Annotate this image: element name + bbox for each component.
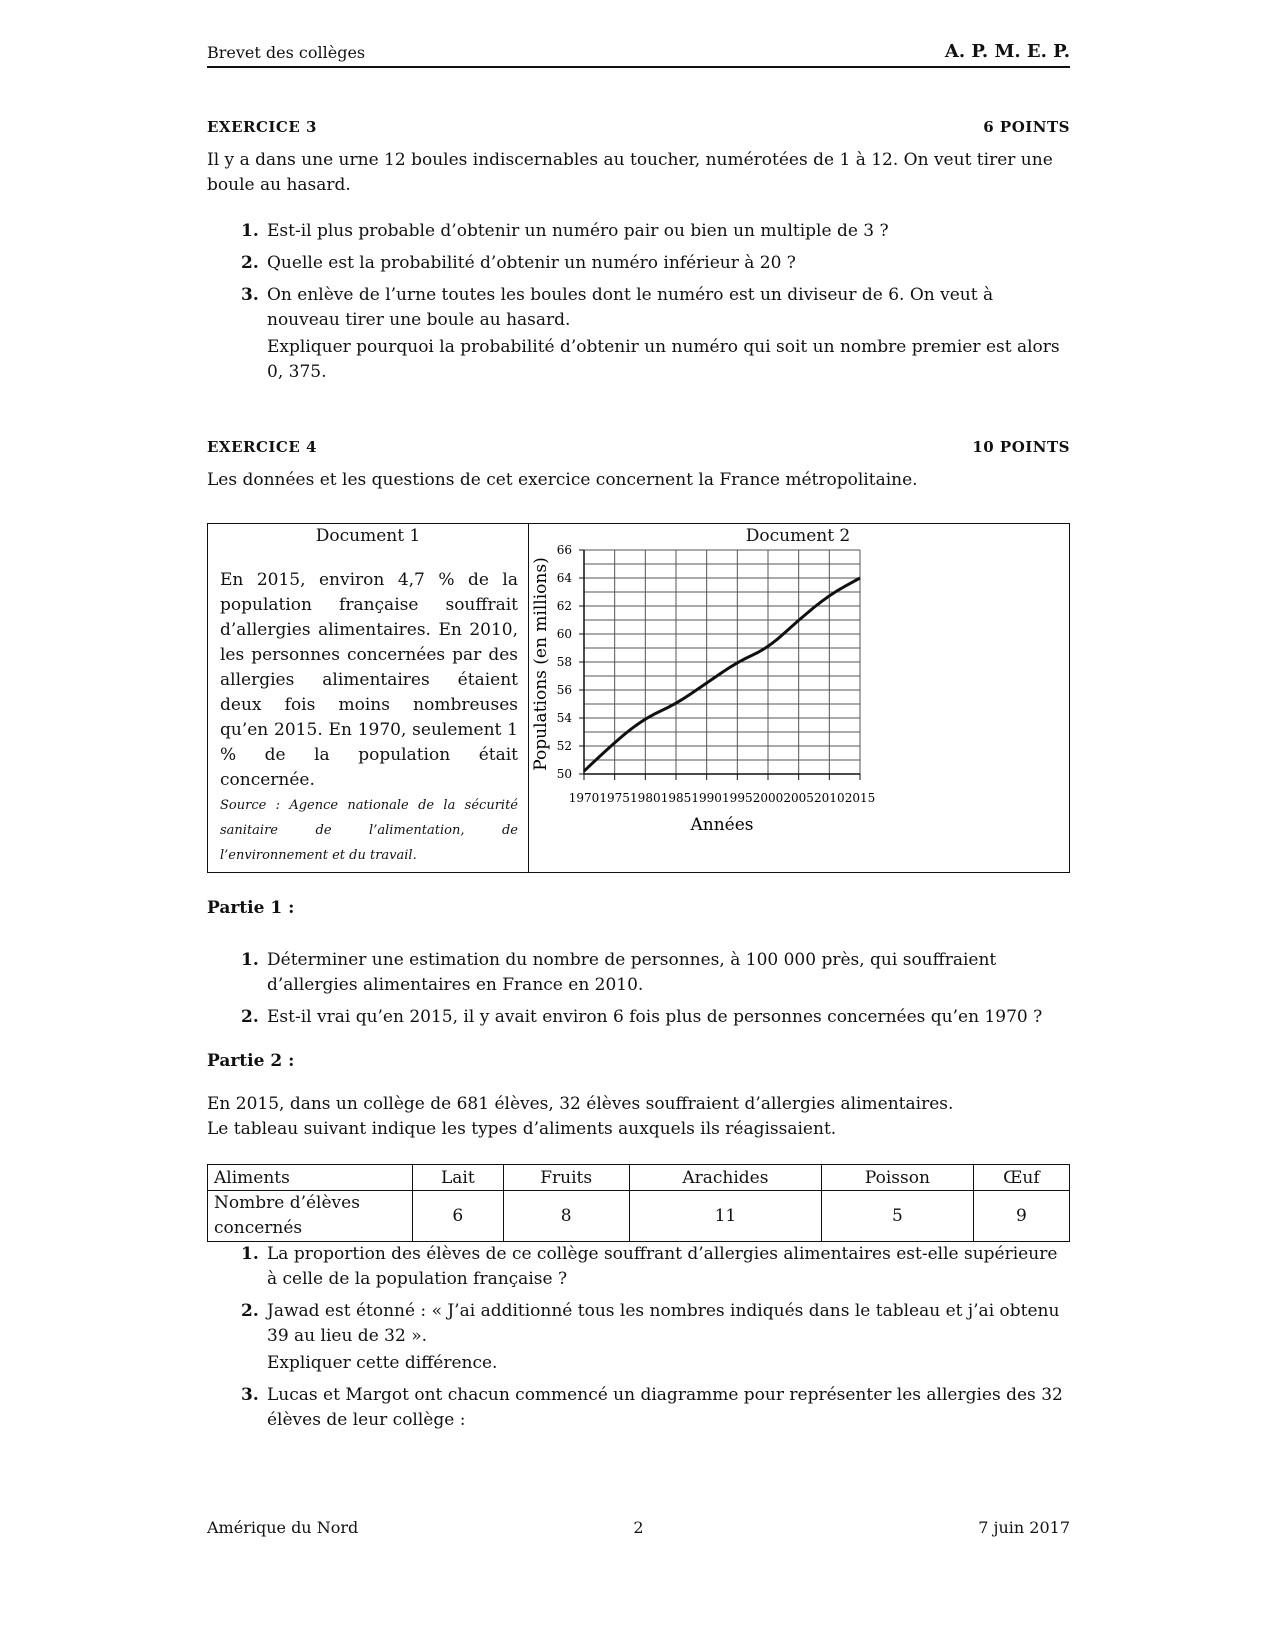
exercise-3-points: 6 POINTS — [983, 118, 1070, 136]
question-text: On enlève de l’urne toutes les boules dont le numéro est un diviseur de 6. On veut à nouveau tirer une boule au hasard. — [267, 285, 994, 330]
y-tick-label: 50 — [556, 767, 572, 781]
document-1-body — [220, 568, 518, 868]
question-item — [207, 1005, 1070, 1030]
footer-right: 7 juin 2017 — [978, 1518, 1070, 1537]
partie-1-title: Partie 1 : — [207, 898, 295, 918]
y-tick-label: 62 — [556, 599, 572, 613]
question-number: 3. — [241, 285, 259, 305]
document-1-source: Source : Agence nationale de la sécurité sanitaire de l’alimentation, de l’environnement et du travail. — [220, 798, 518, 863]
question-number: 1. — [241, 1244, 259, 1264]
table-row-label: Nombre d’élèves concernés — [208, 1191, 413, 1242]
page-header — [207, 40, 1070, 68]
table-header-cell: Œuf — [973, 1165, 1069, 1191]
footer-page-number: 2 — [633, 1518, 644, 1537]
chart-x-ticks — [569, 774, 876, 805]
table-row — [208, 1191, 1070, 1242]
allergy-table — [207, 1164, 1070, 1242]
y-tick-label: 52 — [556, 739, 572, 753]
x-tick-label: 1985 — [660, 791, 692, 805]
footer-left: Amérique du Nord — [207, 1518, 359, 1537]
exercise-4-intro: Les données et les questions de cet exercice concernent la France métropolitaine. — [207, 470, 918, 490]
table-cell: 11 — [629, 1191, 821, 1242]
question-number: 3. — [241, 1385, 259, 1405]
x-tick-label: 1990 — [691, 791, 722, 805]
question-text: Est-il plus probable d’obtenir un numéro pair ou bien un multiple de 3 ? — [267, 221, 889, 241]
question-number: 2. — [241, 253, 259, 273]
table-header-cell: Aliments — [208, 1165, 413, 1191]
partie-2-questions — [207, 1242, 1070, 1440]
partie-2-intro-2: Le tableau suivant indique les types d’aliments auxquels ils réagissaient. — [207, 1119, 837, 1139]
y-tick-label: 60 — [556, 627, 572, 641]
exercise-4-points: 10 POINTS — [972, 438, 1070, 456]
question-text: Quelle est la probabilité d’obtenir un numéro inférieur à 20 ? — [267, 253, 796, 273]
chart-y-label: Populations (en millions) — [531, 557, 551, 771]
question-extra: Expliquer pourquoi la probabilité d’obtenir un numéro qui soit un nombre premier est alors 0, 375. — [267, 337, 1060, 382]
question-text: Déterminer une estimation du nombre de personnes, à 100 000 près, qui souffraient d’allergies alimentaires en France en 2010. — [267, 950, 997, 995]
x-tick-label: 1995 — [722, 791, 753, 805]
question-number: 2. — [241, 1301, 259, 1321]
question-number: 1. — [241, 950, 259, 970]
x-tick-label: 2015 — [844, 791, 876, 805]
question-text: La proportion des élèves de ce collège souffrant d’allergies alimentaires est-elle supérieure à celle de la population française ? — [267, 1244, 1058, 1289]
table-cell: 8 — [503, 1191, 629, 1242]
question-text: Est-il vrai qu’en 2015, il y avait environ 6 fois plus de personnes concernées qu’en 1970 ? — [267, 1007, 1043, 1027]
question-item — [207, 1299, 1070, 1376]
x-tick-label: 2005 — [783, 791, 814, 805]
question-item — [207, 283, 1070, 385]
question-item — [207, 1242, 1070, 1292]
exercise-3-title — [207, 118, 1070, 136]
documents-box — [207, 523, 1070, 873]
x-tick-label: 2010 — [814, 791, 845, 805]
exercise-3-intro: Il y a dans une urne 12 boules indiscernables au toucher, numérotées de 1 à 12. On veut tirer une boule au hasard. — [207, 150, 1053, 195]
header-right: A. P. M. E. P. — [944, 41, 1070, 62]
question-extra: Expliquer cette différence. — [267, 1353, 498, 1373]
document-1 — [208, 524, 529, 872]
question-number: 1. — [241, 221, 259, 241]
table-cell: 9 — [973, 1191, 1069, 1242]
table-header-cell: Fruits — [503, 1165, 629, 1191]
chart-grid — [584, 550, 860, 774]
x-tick-label: 1975 — [599, 791, 630, 805]
table-row — [208, 1165, 1070, 1191]
table-header-cell: Lait — [413, 1165, 504, 1191]
y-tick-label: 54 — [556, 711, 572, 725]
y-tick-label: 58 — [556, 655, 572, 669]
document-2-title: Document 2 — [745, 526, 851, 546]
question-item — [207, 948, 1070, 998]
y-tick-label: 64 — [556, 571, 572, 585]
x-tick-label: 1980 — [630, 791, 661, 805]
table-cell: 6 — [413, 1191, 504, 1242]
question-number: 2. — [241, 1007, 259, 1027]
partie-2-title: Partie 2 : — [207, 1051, 295, 1071]
question-item — [207, 1383, 1070, 1433]
population-series-line — [584, 578, 860, 771]
header-left: Brevet des collèges — [207, 43, 366, 62]
population-line-chart — [528, 524, 1068, 872]
exercise-3-label: EXERCICE 3 — [207, 118, 317, 136]
table-header-cell: Arachides — [629, 1165, 821, 1191]
question-text: Jawad est étonné : « J’ai additionné tous les nombres indiqués dans le tableau et j’ai obtenu 39 au lieu de 32 ». — [267, 1301, 1060, 1346]
question-text: Lucas et Margot ont chacun commencé un diagramme pour représenter les allergies des 32 élèves de leur collège : — [267, 1385, 1063, 1430]
exercise-4-label: EXERCICE 4 — [207, 438, 317, 456]
table-header-cell: Poisson — [822, 1165, 974, 1191]
exercise-4-title — [207, 438, 1070, 456]
document-1-title: Document 1 — [315, 526, 421, 546]
partie-2-intro-1: En 2015, dans un collège de 681 élèves, 32 élèves souffraient d’allergies alimentaires. — [207, 1094, 954, 1114]
x-tick-label: 2000 — [752, 791, 784, 805]
exercise-3-questions — [207, 219, 1070, 392]
question-item — [207, 219, 1070, 244]
x-tick-label: 1970 — [568, 791, 600, 805]
y-tick-label: 56 — [556, 683, 572, 697]
partie-1-questions — [207, 948, 1070, 1037]
question-item — [207, 251, 1070, 276]
y-tick-label: 66 — [556, 543, 572, 557]
document-1-text: En 2015, environ 4,7 % de la population française souffrait d’allergies alimentaires. En 2010, les personnes concernées par des allergies alimentaires étaient deux fois moins nombreuses qu’en 2015. En 1970, seulement 1 % de la population était concernée. — [220, 570, 518, 790]
table-cell: 5 — [822, 1191, 974, 1242]
chart-y-ticks — [557, 543, 584, 781]
chart-x-label: Années — [690, 815, 754, 835]
